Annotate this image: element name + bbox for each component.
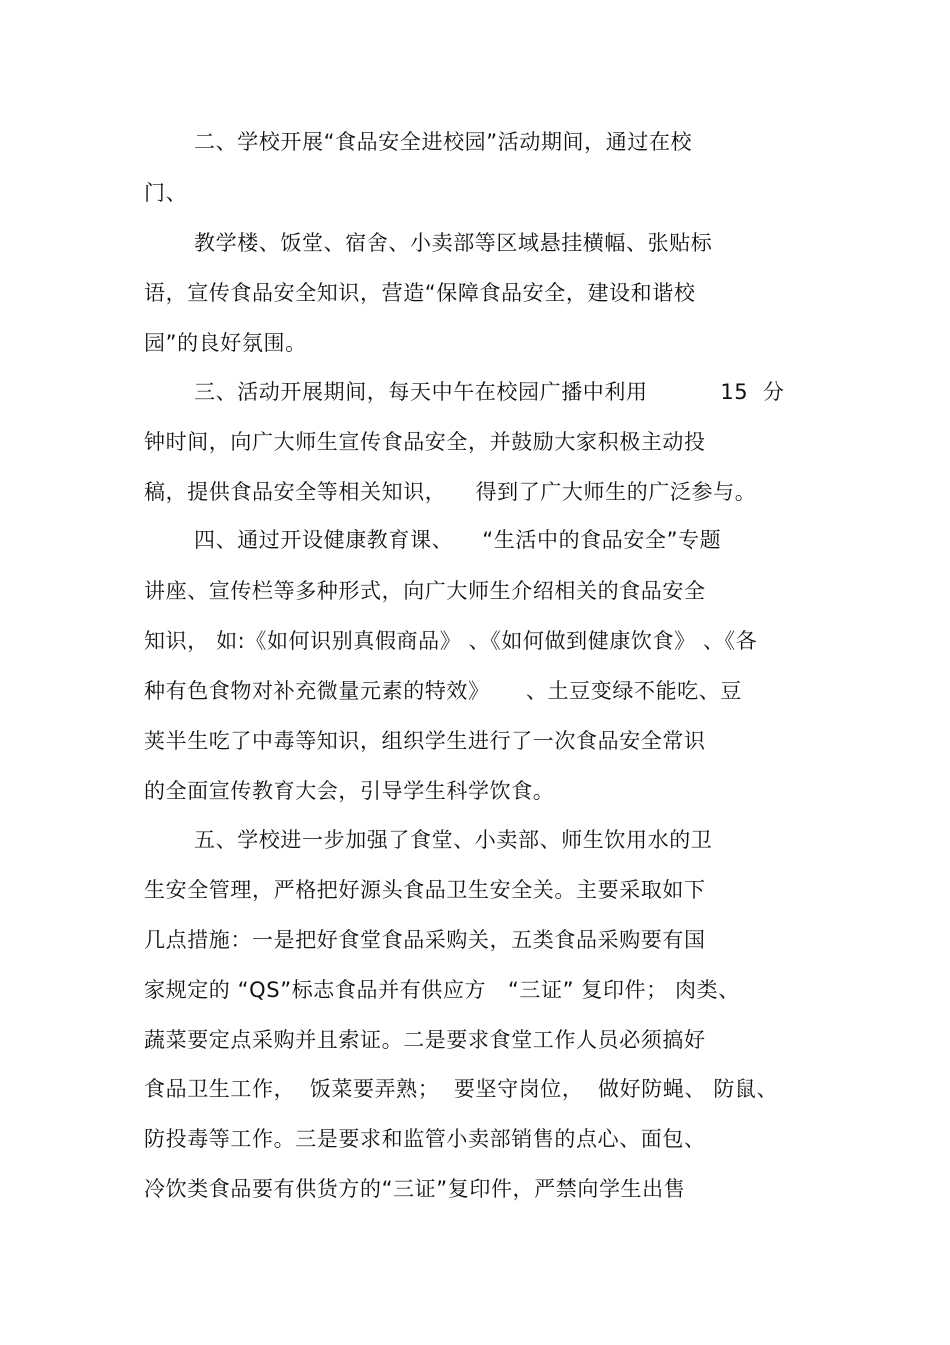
text-line: 种有色食物对补充微量元素的特效》 、土豆变绿不能吃、豆 (144, 679, 742, 703)
text-line: 四、通过开设健康教育课、 “生活中的食品安全”专题 (194, 528, 722, 552)
text-line: 食品卫生工作， 饭菜要弄熟； 要坚守岗位， 做好防蝇、 防鼠、 (144, 1077, 779, 1101)
text-line: 几点措施：一是把好食堂食品采购关，五类食品采购要有国 (144, 928, 706, 952)
text-line: 稿，提供食品安全等相关知识， 得到了广大师生的广泛参与。 (144, 480, 757, 504)
text-line: 家规定的 “QS”标志食品并有供应方 “三证” 复印件； 肉类、 (144, 978, 740, 1002)
text-line: 防投毒等工作。三是要求和监管小卖部销售的点心、面包、 (144, 1127, 706, 1151)
text-line: 门、 (144, 181, 188, 205)
text-line: 园”的良好氛围。 (144, 331, 307, 355)
text-line: 知识， 如:《如何识别真假商品》 、《如何做到健康饮食》 、《各 (144, 629, 758, 653)
text-line: 三、活动开展期间，每天中午在校园广播中利用 15 分 (194, 380, 785, 404)
text-line: 教学楼、饭堂、宿舍、小卖部等区域悬挂横幅、张贴标 (194, 231, 713, 255)
text-line: 五、学校进一步加强了食堂、小卖部、师生饮用水的卫 (194, 828, 713, 852)
text-line: 蔬菜要定点采购并且索证。二是要求食堂工作人员必须搞好 (144, 1028, 706, 1052)
text-line: 生安全管理，严格把好源头食品卫生安全关。主要采取如下 (144, 878, 706, 902)
text-line: 钟时间，向广大师生宣传食品安全，并鼓励大家积极主动投 (144, 430, 706, 454)
text-line: 语，宣传食品安全知识，营造“保障食品安全，建设和谐校 (144, 281, 696, 305)
text-line: 讲座、宣传栏等多种形式，向广大师生介绍相关的食品安全 (144, 579, 706, 603)
text-line: 二、学校开展“食品安全进校园”活动期间，通过在校 (194, 130, 693, 154)
text-line: 的全面宣传教育大会，引导学生科学饮食。 (144, 779, 555, 803)
text-line: 荚半生吃了中毒等知识，组织学生进行了一次食品安全常识 (144, 729, 706, 753)
text-line: 冷饮类食品要有供货方的“三证”复印件，严禁向学生出售 (144, 1177, 686, 1201)
